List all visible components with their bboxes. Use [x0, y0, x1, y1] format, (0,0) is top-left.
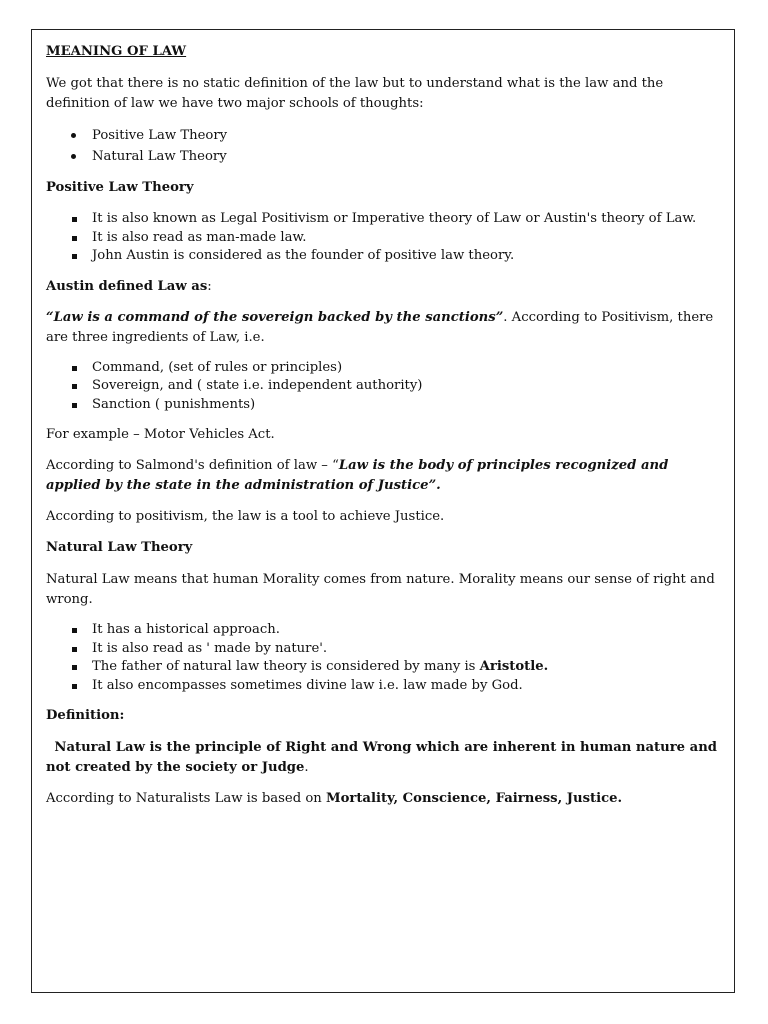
austin-quote: “Law is a command of the sovereign backed by the sanctions”	[46, 309, 504, 325]
list-item: Sovereign, and ( state i.e. independent authority)	[46, 377, 726, 396]
aristotle-prefix: The father of natural law theory is considered by many is	[92, 659, 480, 674]
naturalists-values: Mortality, Conscience, Fairness, Justice.	[326, 791, 623, 806]
naturalists-basis	[46, 789, 726, 809]
natural-law-points	[46, 621, 726, 695]
austin-rest: . According to Positivism, there are three ingredients of Law, i.e.	[46, 309, 714, 345]
document-title: MEANING OF LAW	[46, 44, 187, 59]
list-item: It also encompasses sometimes divine law i.e. law made by God.	[46, 677, 726, 696]
list-item: It has a historical approach.	[46, 621, 726, 640]
list-item	[46, 658, 726, 677]
austin-definition	[46, 308, 726, 348]
natural-intro-paragraph: Natural Law means that human Morality comes from nature. Morality means our sense of right and wrong.	[46, 572, 715, 607]
austin-heading-text: Austin defined Law as	[46, 278, 208, 294]
example-paragraph: For example – Motor Vehicles Act.	[46, 427, 275, 442]
natural-definition-end: .	[304, 760, 309, 775]
list-item: It is also read as ' made by nature'.	[46, 640, 726, 659]
austin-heading-colon: :	[207, 278, 212, 294]
intro-paragraph: We got that there is no static definition of the law but to understand what is the law and the definition of law we have two major schools of thoughts:	[46, 76, 664, 111]
list-item: John Austin is considered as the founder of positive law theory.	[46, 247, 726, 266]
definition-heading: Definition:	[46, 708, 125, 723]
salmond-definition	[46, 456, 726, 496]
list-item: It is also read as man-made law.	[46, 229, 726, 248]
document-body	[46, 42, 726, 820]
salmond-quote: Law is the body of principles recognized and applied by the state in the administration of Justice”.	[46, 458, 669, 493]
schools-list	[46, 125, 726, 167]
natural-definition-text: Natural Law is the principle of Right and Wrong which are inherent in human nature and not created by the society or Judge	[46, 740, 718, 775]
positive-law-points	[46, 210, 726, 266]
salmond-prefix: According to Salmond's definition of law – “	[46, 458, 339, 473]
austin-heading	[46, 277, 726, 297]
natural-definition	[46, 738, 726, 778]
list-item: It is also known as Legal Positivism or Imperative theory of Law or Austin's theory of Law.	[46, 210, 726, 229]
list-item: Sanction ( punishments)	[46, 396, 726, 415]
naturalists-prefix: According to Naturalists Law is based on	[46, 791, 326, 806]
aristotle-name: Aristotle.	[479, 659, 549, 674]
positive-law-heading: Positive Law Theory	[46, 180, 194, 195]
list-item: Command, (set of rules or principles)	[46, 359, 726, 378]
list-item: Positive Law Theory	[46, 125, 726, 146]
positivism-tool-paragraph: According to positivism, the law is a tool to achieve Justice.	[46, 509, 445, 524]
ingredients-list	[46, 359, 726, 415]
list-item: Natural Law Theory	[46, 146, 726, 167]
natural-law-heading: Natural Law Theory	[46, 540, 193, 555]
